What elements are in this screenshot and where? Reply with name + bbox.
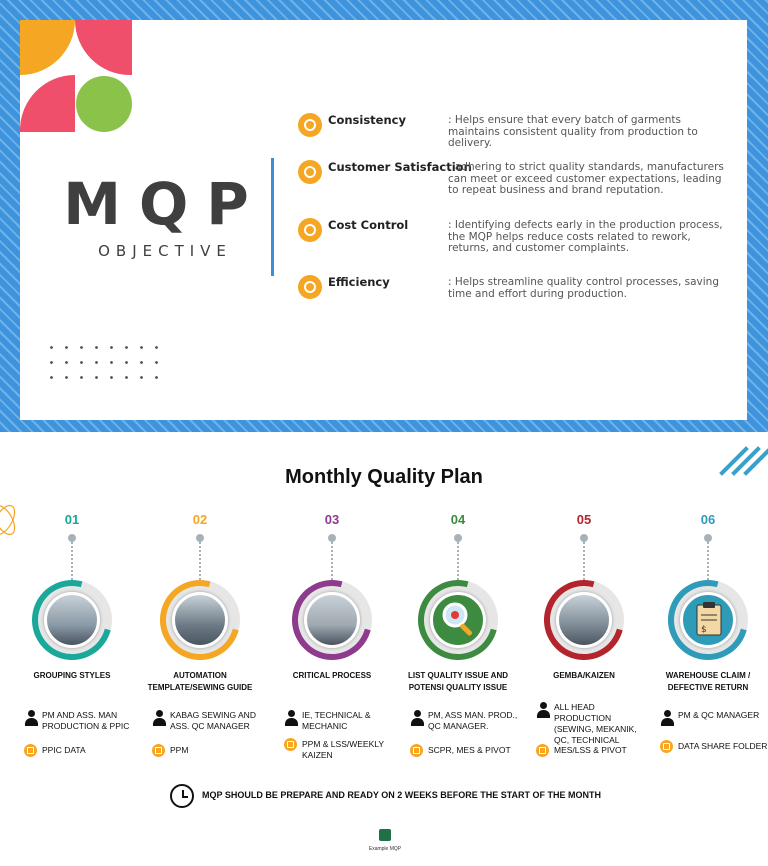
- responsible-text: ALL HEAD PRODUCTION (SEWING, MEKANIK, QC, TECHNICAL: [554, 702, 637, 745]
- clock-icon: [170, 784, 194, 808]
- team-photo: [44, 592, 100, 648]
- data-source-text: PPIC DATA: [42, 745, 86, 755]
- connector-line: [583, 542, 585, 580]
- step-number: 05: [576, 512, 592, 527]
- data-source-text: PPM: [170, 745, 189, 755]
- plan-step: [524, 512, 644, 812]
- slide-mqp-objective: [0, 0, 768, 432]
- deco-green-circle: [76, 76, 132, 132]
- attachment-name: Example MQP: [368, 846, 402, 852]
- data-source-text: MES/LSS & PIVOT: [554, 745, 627, 755]
- person-icon: [536, 702, 550, 718]
- data-source-icon: [536, 744, 549, 757]
- plan-title: Monthly Quality Plan: [285, 466, 483, 488]
- step-label: WAREHOUSE CLAIM / DEFECTIVE RETURN: [665, 671, 751, 692]
- objective-title: Efficiency: [328, 275, 390, 289]
- sewing-photo: [172, 592, 228, 648]
- responsible-text: PM AND ASS. MAN PRODUCTION & PPIC: [42, 710, 130, 731]
- connector-line: [331, 542, 333, 580]
- plan-step: [272, 512, 392, 812]
- data-source-icon: [410, 744, 423, 757]
- plan-step: [398, 512, 518, 812]
- deadline-text: MQP SHOULD BE PREPARE AND READY ON 2 WEEKS BEFORE THE START OF THE MONTH: [202, 790, 602, 800]
- person-icon: [152, 710, 166, 726]
- responsible-text: KABAG SEWING AND ASS. QC MANAGER: [170, 710, 256, 731]
- claim-clipboard-icon: [680, 592, 736, 648]
- data-source-icon: [660, 740, 673, 753]
- step-label: AUTOMATION TEMPLATE/SEWING GUIDE: [147, 671, 253, 692]
- objective-title: Consistency: [328, 113, 406, 127]
- step-label: LIST QUALITY ISSUE AND POTENSI QUALITY ISSUE: [407, 671, 508, 692]
- responsible-text: IE, TECHNICAL & MECHANIC: [302, 710, 371, 731]
- connector-line: [71, 542, 73, 580]
- data-source-icon: [284, 738, 297, 751]
- step-ring: [32, 580, 112, 660]
- slide-monthly-quality-plan: [0, 432, 768, 866]
- attachment-file[interactable]: [360, 828, 410, 852]
- objective-desc: : Identifying defects early in the production process, the MQP helps reduce costs related to rework, returns, and customer complaints.: [448, 219, 723, 254]
- mqp-title: MQP: [63, 170, 267, 238]
- connector-dot: [704, 534, 712, 542]
- globe-icon: [298, 275, 322, 299]
- globe-icon: [298, 218, 322, 242]
- connector-line: [199, 542, 201, 580]
- data-source-icon: [152, 744, 165, 757]
- connector-dot: [580, 534, 588, 542]
- objective-desc: : adhering to strict quality standards, manufacturers can meet or exceed customer expectations, leading to repeat business and brand reputation.: [448, 161, 724, 196]
- connector-line: [457, 542, 459, 580]
- svg-text:$: $: [701, 625, 707, 635]
- objective-desc: : Helps ensure that every batch of garments maintains consistent quality from production to delivery.: [448, 114, 698, 149]
- objective-efficiency: [298, 275, 738, 325]
- objective-cost-control: [298, 218, 738, 268]
- step-ring: [544, 580, 624, 660]
- data-source-text: SCPR, MES & PIVOT: [428, 745, 511, 755]
- connector-dot: [328, 534, 336, 542]
- plan-step: [648, 512, 768, 812]
- step-label: GROUPING STYLES: [33, 671, 111, 680]
- mqp-subtitle: OBJECTIVE: [98, 242, 232, 260]
- step-number: 01: [64, 512, 80, 527]
- connector-dot: [454, 534, 462, 542]
- step-label: CRITICAL PROCESS: [292, 671, 372, 680]
- gemba-photo: [556, 592, 612, 648]
- person-icon: [284, 710, 298, 726]
- divider-line: [271, 158, 274, 276]
- step-number: 03: [324, 512, 340, 527]
- plan-step: [140, 512, 260, 812]
- person-icon: [410, 710, 424, 726]
- deadline-note: [170, 784, 610, 808]
- process-photo: [304, 592, 360, 648]
- step-number: 02: [192, 512, 208, 527]
- step-ring: [160, 580, 240, 660]
- objective-customer-satisfaction: [298, 160, 738, 210]
- data-source-icon: [24, 744, 37, 757]
- person-icon: [660, 710, 674, 726]
- dot-grid-decoration: [44, 340, 164, 390]
- person-icon: [24, 710, 38, 726]
- plan-step: [12, 512, 132, 812]
- globe-icon: [298, 160, 322, 184]
- globe-icon: [298, 113, 322, 137]
- step-ring: [668, 580, 748, 660]
- responsible-text: PM & QC MANAGER: [678, 710, 760, 720]
- step-ring: [292, 580, 372, 660]
- step-ring: [418, 580, 498, 660]
- step-label: GEMBA/KAIZEN: [553, 671, 615, 680]
- responsible-text: PM, ASS MAN. PROD., QC MANAGER.: [428, 710, 518, 731]
- excel-file-icon[interactable]: [379, 829, 391, 841]
- connector-dot: [196, 534, 204, 542]
- objective-title: Customer Satisfaction: [328, 160, 472, 174]
- data-source-text: PPM & LSS/WEEKLY KAIZEN: [302, 739, 384, 760]
- objective-consistency: [298, 113, 738, 163]
- step-number: 04: [450, 512, 466, 527]
- connector-line: [707, 542, 709, 580]
- magnifier-icon: [430, 592, 486, 648]
- connector-dot: [68, 534, 76, 542]
- step-number: 06: [700, 512, 716, 527]
- objective-title: Cost Control: [328, 218, 409, 232]
- data-source-text: DATA SHARE FOLDER: [678, 741, 768, 751]
- objective-desc: : Helps streamline quality control processes, saving time and effort during production.: [448, 276, 720, 300]
